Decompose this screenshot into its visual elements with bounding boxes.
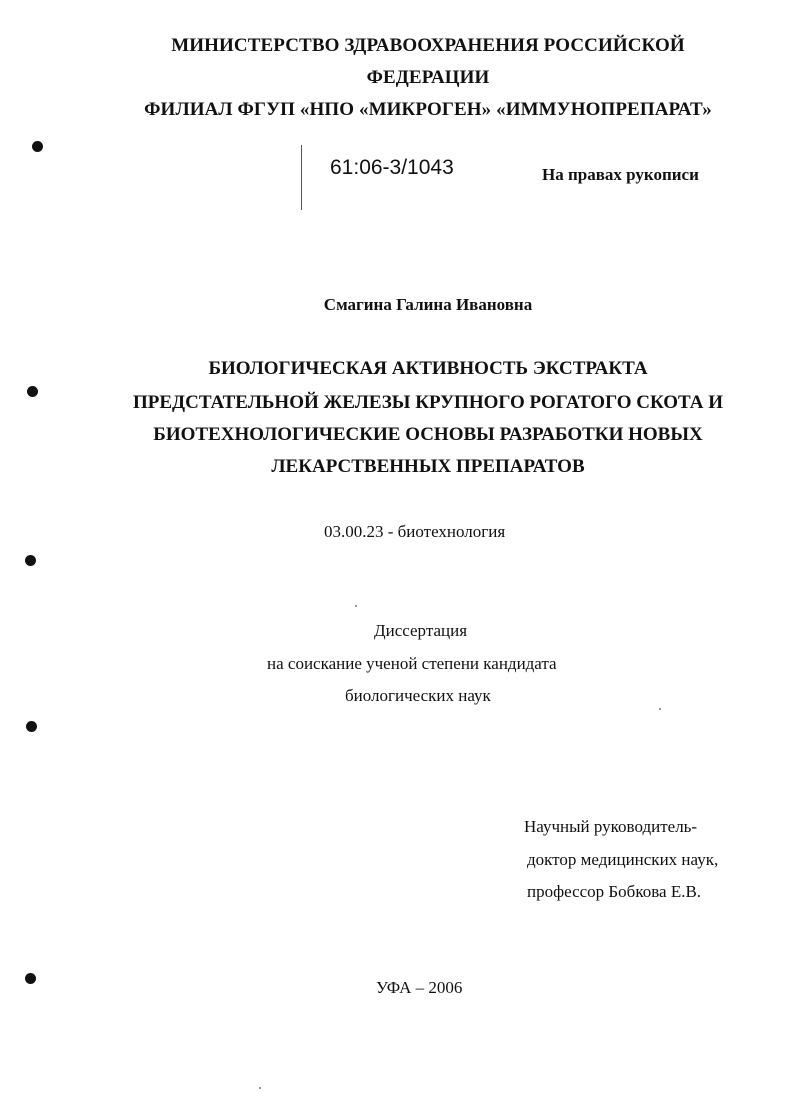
dissertation-line-3: биологических наук	[345, 686, 491, 705]
registration-code: 61:06-3/1043	[330, 156, 454, 179]
punch-hole-mark-1	[32, 141, 43, 152]
title-line-2: ПРЕДСТАТЕЛЬНОЙ ЖЕЛЕЗЫ КРУПНОГО РОГАТОГО СКОТА И	[132, 392, 724, 413]
title-line-1: БИОЛОГИЧЕСКАЯ АКТИВНОСТЬ ЭКСТРАКТА	[208, 358, 648, 379]
dissertation-line-1: Диссертация	[374, 621, 468, 640]
scan-speck	[659, 708, 661, 710]
punch-hole-mark-5	[25, 973, 36, 984]
supervisor-line-3: профессор Бобкова Е.В.	[527, 882, 702, 901]
supervisor-line-2: доктор медицинских наук,	[527, 850, 719, 869]
punch-hole-mark-3	[25, 555, 36, 566]
ministry-line-2: ФЕДЕРАЦИИ	[366, 67, 490, 88]
branch-line: ФИЛИАЛ ФГУП «НПО «МИКРОГЕН» «ИММУНОПРЕПАРАТ»	[144, 99, 712, 120]
title-line-3: БИОТЕХНОЛОГИЧЕСКИЕ ОСНОВЫ РАЗРАБОТКИ НОВЫХ	[153, 424, 703, 445]
manuscript-rights-label: На правах рукописи	[542, 165, 699, 184]
punch-hole-mark-4	[26, 721, 37, 732]
stamp-divider-line	[301, 145, 302, 210]
dissertation-line-2: на соискание ученой степени кандидата	[267, 654, 557, 673]
author-name: Смагина Галина Ивановна	[323, 295, 533, 314]
city-year: УФА – 2006	[376, 978, 463, 997]
title-line-4: ЛЕКАРСТВЕННЫХ ПРЕПАРАТОВ	[271, 456, 585, 477]
scan-speck	[355, 605, 357, 607]
specialty-code: 03.00.23 - биотехнология	[324, 522, 506, 541]
supervisor-line-1: Научный руководитель-	[524, 817, 698, 836]
ministry-line-1: МИНИСТЕРСТВО ЗДРАВООХРАНЕНИЯ РОССИЙСКОЙ	[171, 35, 685, 56]
scan-speck	[259, 1087, 261, 1089]
